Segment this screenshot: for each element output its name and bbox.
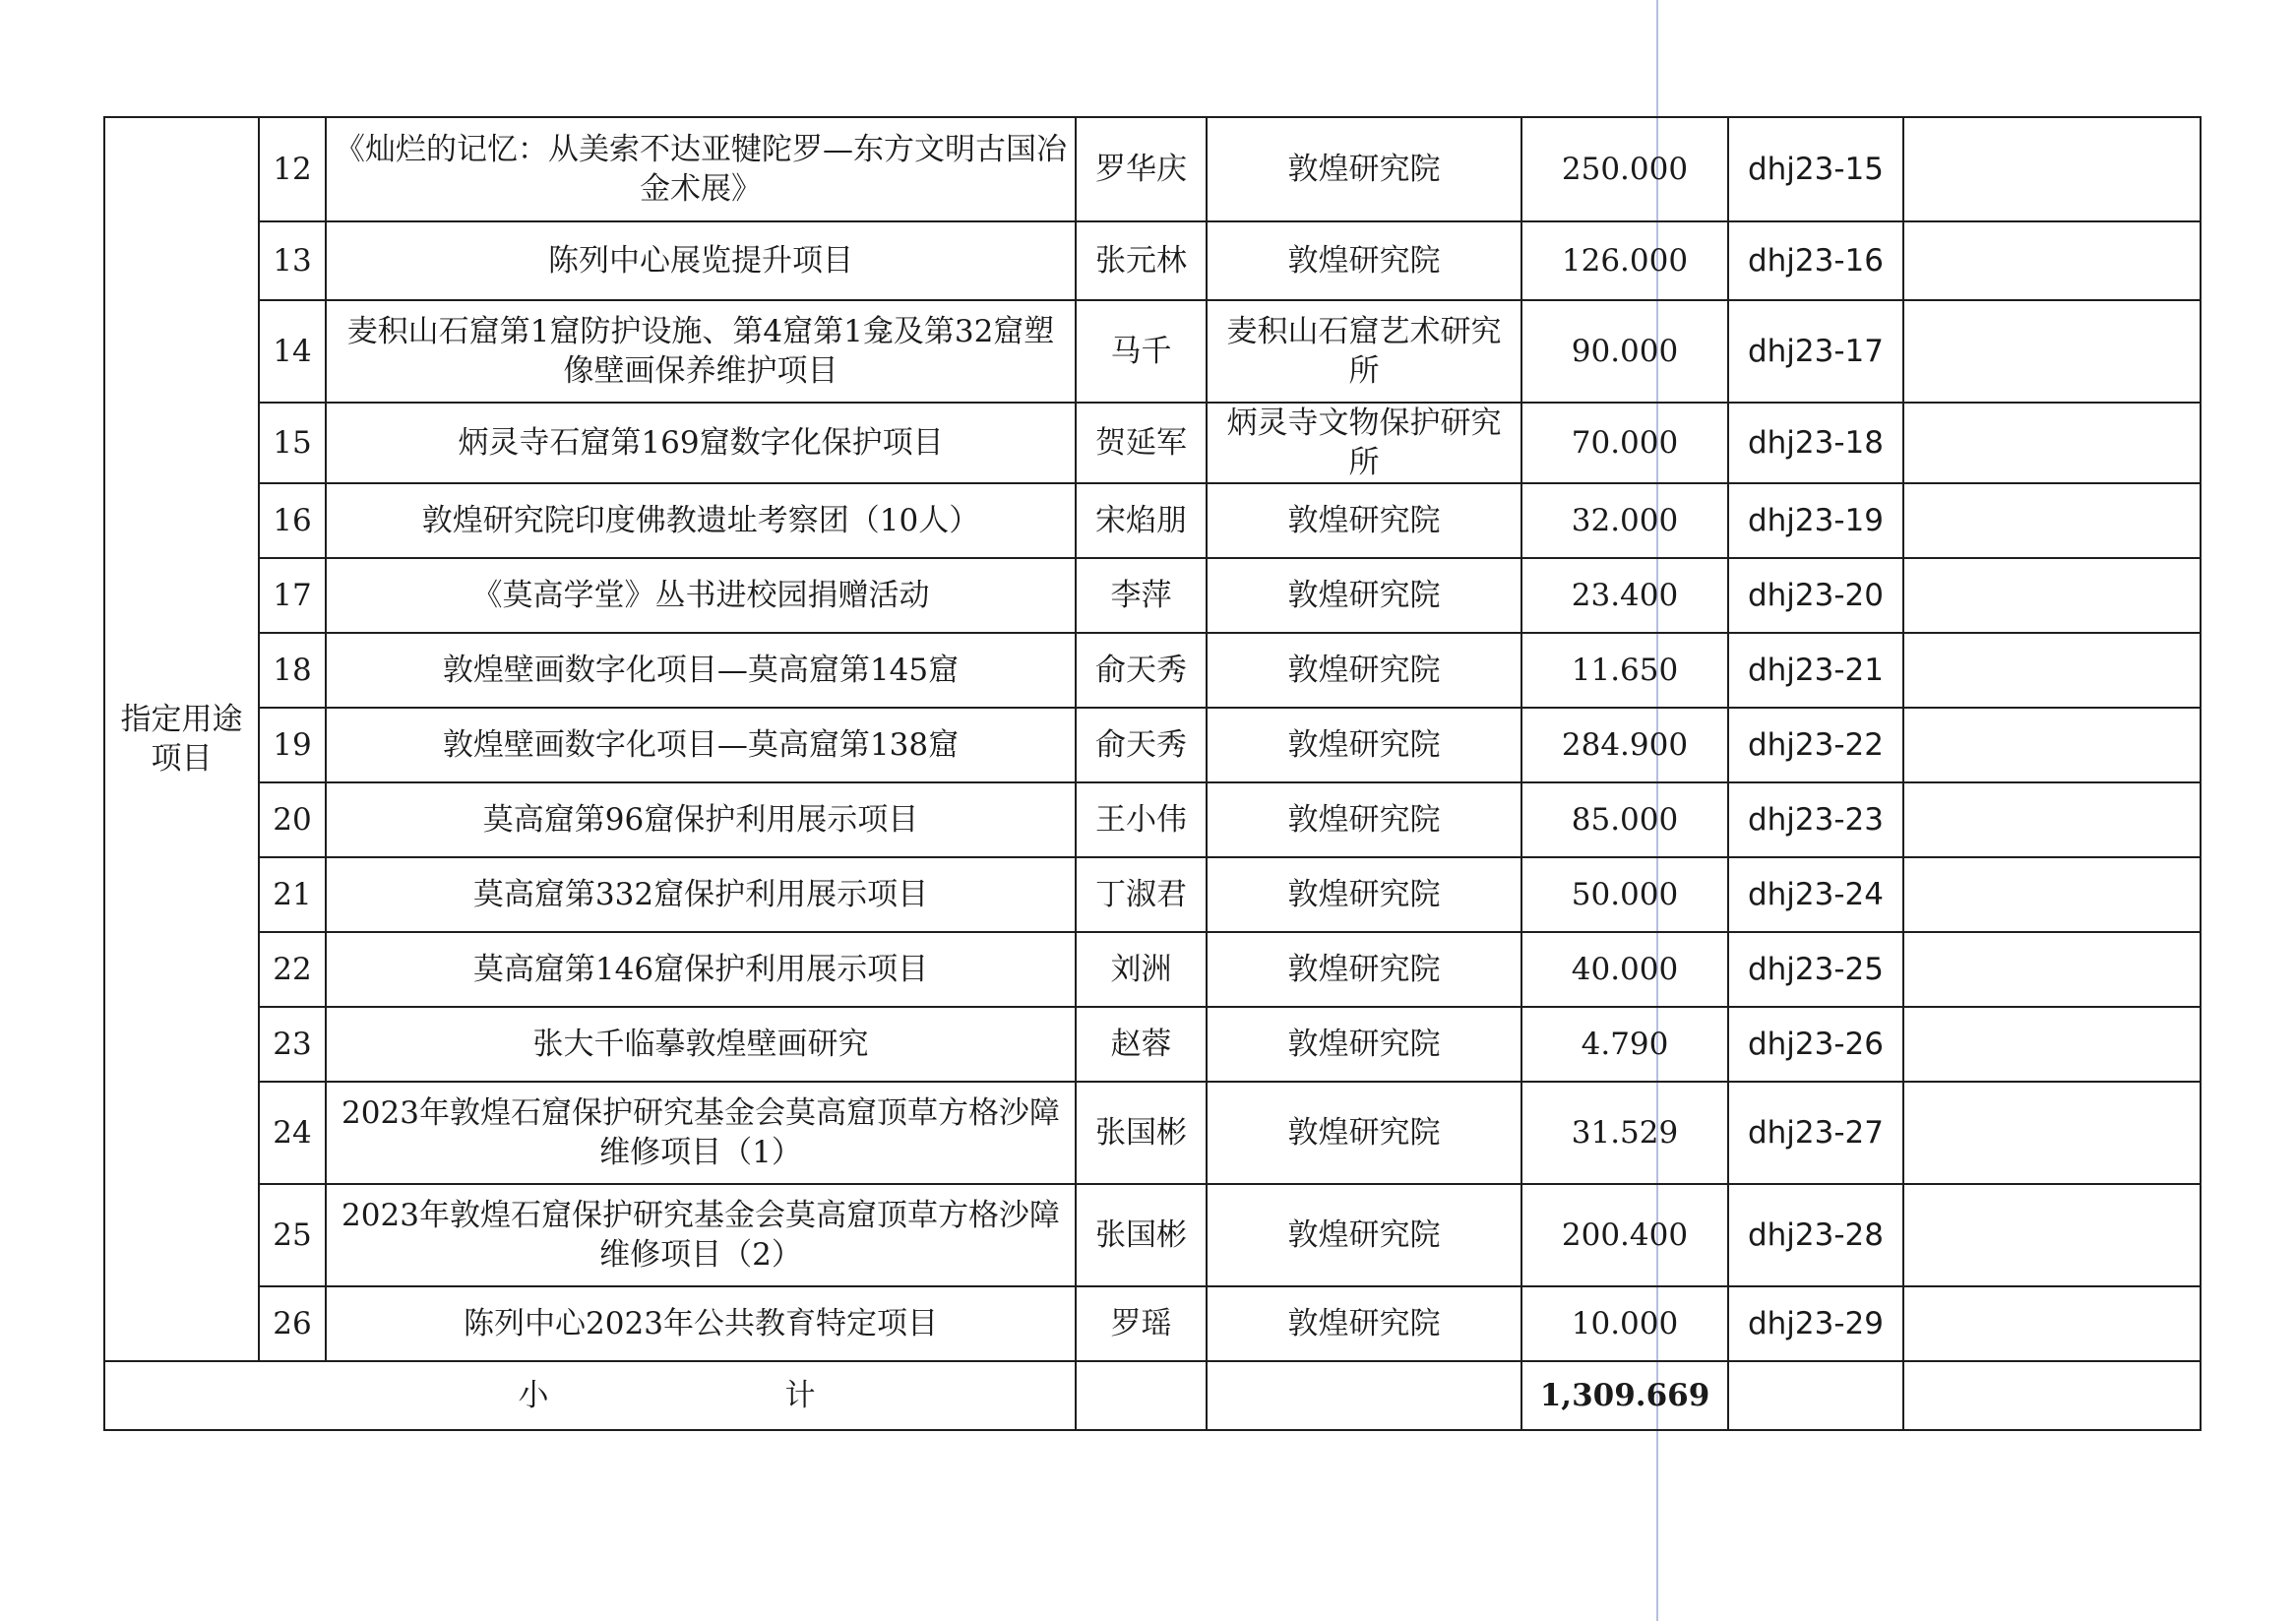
amount: 126.000 <box>1521 221 1728 300</box>
note-cell <box>1903 1184 2201 1286</box>
project-name: 炳灵寺石窟第169窟数字化保护项目 <box>326 403 1076 483</box>
table-row <box>104 708 2201 782</box>
organization: 敦煌研究院 <box>1207 1184 1521 1286</box>
project-name: 敦煌研究院印度佛教遗址考察团（10人） <box>326 483 1076 558</box>
table-row <box>104 558 2201 633</box>
amount: 90.000 <box>1521 300 1728 403</box>
project-name: 莫高窟第146窟保护利用展示项目 <box>326 932 1076 1007</box>
amount: 284.900 <box>1521 708 1728 782</box>
amount: 11.650 <box>1521 633 1728 708</box>
person-in-charge: 宋焰朋 <box>1076 483 1207 558</box>
organization: 敦煌研究院 <box>1207 1286 1521 1361</box>
note-cell <box>1903 483 2201 558</box>
amount: 40.000 <box>1521 932 1728 1007</box>
project-name: 敦煌壁画数字化项目—莫高窟第145窟 <box>326 633 1076 708</box>
project-name: 莫高窟第332窟保护利用展示项目 <box>326 857 1076 932</box>
amount: 200.400 <box>1521 1184 1728 1286</box>
row-number: 12 <box>259 117 326 221</box>
row-number: 17 <box>259 558 326 633</box>
person-in-charge: 张元林 <box>1076 221 1207 300</box>
row-number: 20 <box>259 782 326 857</box>
note-cell <box>1903 708 2201 782</box>
table-row <box>104 633 2201 708</box>
table-row <box>104 1184 2201 1286</box>
project-name: 2023年敦煌石窟保护研究基金会莫高窟顶草方格沙障维修项目（2） <box>326 1184 1076 1286</box>
project-name: 《灿烂的记忆：从美索不达亚犍陀罗—东方文明古国冶金术展》 <box>326 117 1076 221</box>
organization: 敦煌研究院 <box>1207 708 1521 782</box>
project-name: 麦积山石窟第1窟防护设施、第4窟第1龛及第32窟塑像壁画保养维护项目 <box>326 300 1076 403</box>
row-number: 18 <box>259 633 326 708</box>
table-row <box>104 1082 2201 1184</box>
subtotal-empty-unit <box>1207 1361 1521 1430</box>
note-cell <box>1903 117 2201 221</box>
table-row <box>104 483 2201 558</box>
person-in-charge: 丁淑君 <box>1076 857 1207 932</box>
note-cell <box>1903 1286 2201 1361</box>
subtotal-label-a: 小 <box>518 1378 549 1413</box>
project-name: 莫高窟第96窟保护利用展示项目 <box>326 782 1076 857</box>
person-in-charge: 王小伟 <box>1076 782 1207 857</box>
row-number: 25 <box>259 1184 326 1286</box>
note-cell <box>1903 558 2201 633</box>
organization: 敦煌研究院 <box>1207 483 1521 558</box>
person-in-charge: 俞天秀 <box>1076 633 1207 708</box>
subtotal-amount: 1,309.669 <box>1521 1361 1728 1430</box>
amount: 70.000 <box>1521 403 1728 483</box>
organization: 敦煌研究院 <box>1207 1082 1521 1184</box>
organization: 敦煌研究院 <box>1207 221 1521 300</box>
person-in-charge: 罗瑶 <box>1076 1286 1207 1361</box>
project-code: dhj23-16 <box>1728 221 1903 300</box>
organization: 敦煌研究院 <box>1207 1007 1521 1082</box>
person-in-charge: 俞天秀 <box>1076 708 1207 782</box>
row-number: 19 <box>259 708 326 782</box>
project-name: 陈列中心展览提升项目 <box>326 221 1076 300</box>
note-cell <box>1903 782 2201 857</box>
note-cell <box>1903 403 2201 483</box>
project-code: dhj23-21 <box>1728 633 1903 708</box>
table-row <box>104 857 2201 932</box>
project-name: 张大千临摹敦煌壁画研究 <box>326 1007 1076 1082</box>
project-code: dhj23-29 <box>1728 1286 1903 1361</box>
project-code: dhj23-18 <box>1728 403 1903 483</box>
note-cell <box>1903 221 2201 300</box>
amount: 10.000 <box>1521 1286 1728 1361</box>
project-name: 2023年敦煌石窟保护研究基金会莫高窟顶草方格沙障维修项目（1） <box>326 1082 1076 1184</box>
project-code: dhj23-15 <box>1728 117 1903 221</box>
note-cell <box>1903 300 2201 403</box>
project-code: dhj23-26 <box>1728 1007 1903 1082</box>
subtotal-empty-person <box>1076 1361 1207 1430</box>
subtotal-spacer <box>104 1361 259 1430</box>
subtotal-label-b: 计 <box>784 1378 816 1413</box>
category-cell: 指定用途项目 <box>104 117 259 1361</box>
amount: 32.000 <box>1521 483 1728 558</box>
person-in-charge: 贺延军 <box>1076 403 1207 483</box>
table-row <box>104 221 2201 300</box>
person-in-charge: 张国彬 <box>1076 1082 1207 1184</box>
table-row <box>104 117 2201 221</box>
note-cell <box>1903 1082 2201 1184</box>
row-number: 16 <box>259 483 326 558</box>
person-in-charge: 罗华庆 <box>1076 117 1207 221</box>
note-cell <box>1903 857 2201 932</box>
project-name: 《莫高学堂》丛书进校园捐赠活动 <box>326 558 1076 633</box>
row-number: 21 <box>259 857 326 932</box>
person-in-charge: 马千 <box>1076 300 1207 403</box>
table-row <box>104 300 2201 403</box>
note-cell <box>1903 633 2201 708</box>
subtotal-empty-note <box>1903 1361 2201 1430</box>
row-number: 26 <box>259 1286 326 1361</box>
organization: 敦煌研究院 <box>1207 782 1521 857</box>
person-in-charge: 刘洲 <box>1076 932 1207 1007</box>
subtotal-empty-code <box>1728 1361 1903 1430</box>
organization: 敦煌研究院 <box>1207 633 1521 708</box>
table-row <box>104 403 2201 483</box>
row-number: 14 <box>259 300 326 403</box>
subtotal-label <box>259 1361 1076 1430</box>
row-number: 22 <box>259 932 326 1007</box>
table-row <box>104 1007 2201 1082</box>
project-code: dhj23-24 <box>1728 857 1903 932</box>
person-in-charge: 赵蓉 <box>1076 1007 1207 1082</box>
project-table <box>103 116 2202 1431</box>
amount: 250.000 <box>1521 117 1728 221</box>
row-number: 24 <box>259 1082 326 1184</box>
table-row <box>104 1286 2201 1361</box>
note-cell <box>1903 932 2201 1007</box>
project-code: dhj23-17 <box>1728 300 1903 403</box>
organization: 麦积山石窟艺术研究所 <box>1207 300 1521 403</box>
organization: 敦煌研究院 <box>1207 558 1521 633</box>
organization: 敦煌研究院 <box>1207 857 1521 932</box>
row-number: 23 <box>259 1007 326 1082</box>
person-in-charge: 李萍 <box>1076 558 1207 633</box>
project-name: 陈列中心2023年公共教育特定项目 <box>326 1286 1076 1361</box>
table-row <box>104 932 2201 1007</box>
table-row <box>104 782 2201 857</box>
amount: 85.000 <box>1521 782 1728 857</box>
project-code: dhj23-25 <box>1728 932 1903 1007</box>
organization: 炳灵寺文物保护研究所 <box>1207 403 1521 483</box>
organization: 敦煌研究院 <box>1207 932 1521 1007</box>
row-number: 15 <box>259 403 326 483</box>
row-number: 13 <box>259 221 326 300</box>
project-code: dhj23-23 <box>1728 782 1903 857</box>
person-in-charge: 张国彬 <box>1076 1184 1207 1286</box>
amount: 31.529 <box>1521 1082 1728 1184</box>
project-code: dhj23-22 <box>1728 708 1903 782</box>
subtotal-row <box>104 1361 2201 1430</box>
project-name: 敦煌壁画数字化项目—莫高窟第138窟 <box>326 708 1076 782</box>
project-code: dhj23-28 <box>1728 1184 1903 1286</box>
project-code: dhj23-27 <box>1728 1082 1903 1184</box>
amount: 4.790 <box>1521 1007 1728 1082</box>
note-cell <box>1903 1007 2201 1082</box>
organization: 敦煌研究院 <box>1207 117 1521 221</box>
amount: 50.000 <box>1521 857 1728 932</box>
project-code: dhj23-19 <box>1728 483 1903 558</box>
amount: 23.400 <box>1521 558 1728 633</box>
project-code: dhj23-20 <box>1728 558 1903 633</box>
